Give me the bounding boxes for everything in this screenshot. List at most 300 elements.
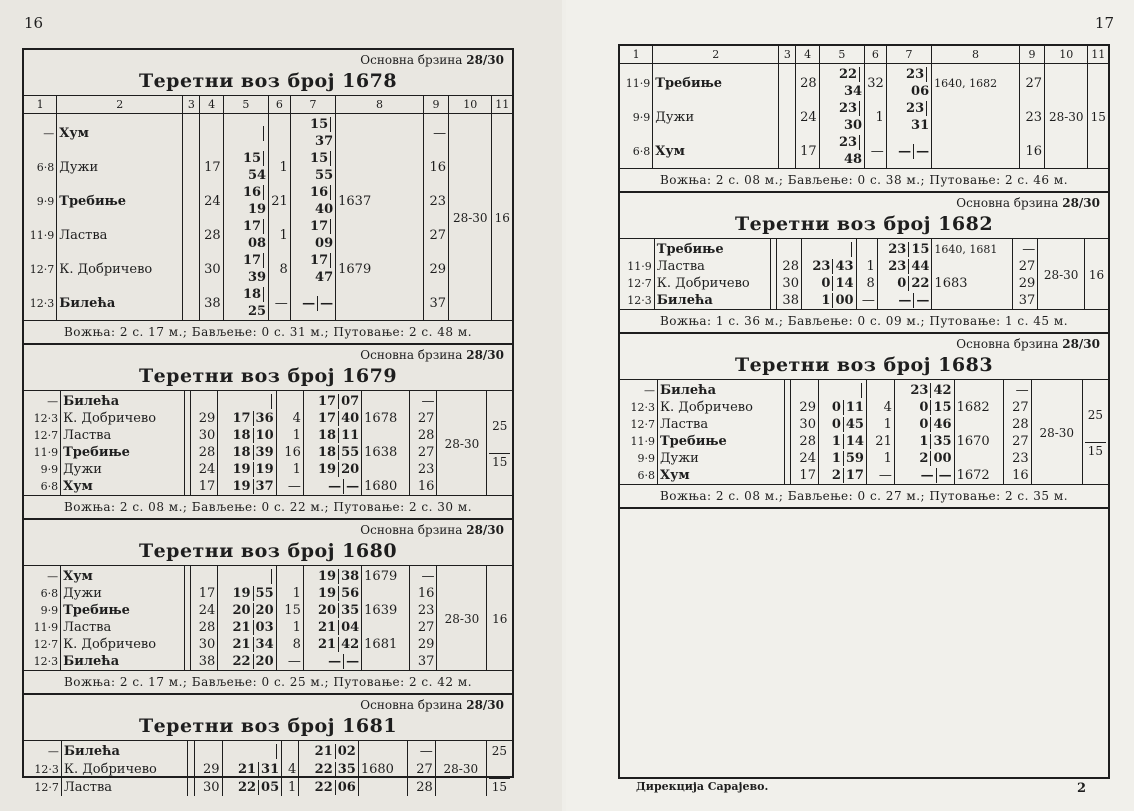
minutes-cell: 24 [191,461,218,478]
km-cell: 9·9 [36,194,55,208]
train-title: Теретни воз број 1679 [138,365,398,387]
departure-time [303,653,361,670]
time-sep [330,185,331,200]
time-sep [253,428,254,443]
minutes-cell: 30 [791,416,819,433]
departure-hour: 18 [317,428,337,443]
minutes-cell: 30 [776,275,801,292]
dwell-cell: 1 [276,585,303,602]
station-name: Дужи [653,100,779,134]
col3-cell [183,114,200,151]
travel-summary: Вожња: 2 с. 08 м.; Бављење: 0 с. 38 м.; Путовање: 2 с. 46 м. [620,168,1108,193]
time-sep [253,479,254,494]
crossing-trains [362,461,410,478]
departure-time [303,461,361,478]
time-sep [843,400,844,415]
station-name: Ластва [57,218,183,252]
arrival-minute: 14 [845,434,864,449]
crossing-trains: 1683 [932,275,1012,292]
departure-minute: 38 [341,569,360,584]
time-sep [335,780,336,795]
arrival-hour: 19 [232,462,251,477]
dwell-cell: — [866,467,894,484]
section-minutes: 37 [410,653,437,670]
departure-hour: 19 [317,569,337,584]
departure-time [886,134,931,168]
col3-cell [779,134,796,168]
column-header: 10 [449,96,492,114]
arrival-minute: 31 [261,762,280,778]
crossing-trains [336,286,424,320]
departure-time [303,427,361,444]
crossing-trains [336,150,424,184]
col3-cell [183,252,200,286]
time-sep [859,67,860,82]
section-minutes: 27 [1019,64,1044,101]
departure-hour: 21 [317,620,337,635]
arrival-time [818,450,866,467]
station-name: К. Добричево [61,761,187,779]
time-sep [338,603,339,618]
minutes-cell: 38 [776,292,801,309]
section-minutes: 27 [423,218,448,252]
minutes-cell: 38 [200,286,223,320]
minutes-cell: 29 [194,761,222,779]
arrival-hour: 0 [831,400,841,415]
minutes-cell: 29 [191,410,218,427]
time-sep [926,101,927,116]
load-value: 15 [1090,109,1106,124]
minutes-cell: 28 [791,433,819,450]
load-value: 15 [489,453,510,471]
table-row [620,275,1108,292]
departure-time [299,741,359,761]
minutes-cell: 28 [191,619,218,636]
departure-hour: 23 [906,67,925,82]
section-minutes: 23 [410,602,437,619]
arrival-hour: 1 [831,451,841,466]
crossing-trains: 1681 [362,636,410,653]
arrival-hour: 22 [838,67,858,82]
arrival-hour: 19 [232,479,251,494]
station-name: Ластва [61,427,185,444]
crossing-trains [336,218,424,252]
arrival-time [218,444,276,461]
departure-minute: 55 [341,445,360,460]
arrival-time [222,761,282,779]
train-title: Теретни воз број 1682 [734,213,994,235]
crossing-trains [358,778,407,796]
departure-hour: 20 [317,603,337,618]
crossing-trains [362,585,410,602]
dwell-cell: 4 [866,399,894,416]
km-cell [620,239,654,259]
station-name: К. Добричево [57,252,183,286]
minutes-cell: 17 [191,585,218,602]
train-title: Теретни воз број 1678 [138,70,398,92]
station-name: Ластва [61,778,187,796]
arrival-minute: 39 [255,445,274,460]
departure-time [303,566,361,586]
arrival-time [223,286,268,320]
time-sep [859,135,860,150]
dwell-cell: — [269,286,291,320]
speed-note [620,334,1108,353]
table-row [620,239,1108,259]
arrival-time [801,239,856,259]
departure-time [877,239,932,259]
arrival-hour: 21 [237,762,257,778]
time-sep [338,637,339,652]
departure-hour: 0 [919,400,929,415]
column-header: 3 [779,46,796,64]
dwell-cell: 16 [276,444,303,461]
minutes-cell: 30 [200,252,223,286]
time-sep [338,462,339,477]
arrival-hour: 18 [242,287,262,302]
timetable-frame [22,48,514,795]
load-values [1090,109,1106,126]
time-sep [335,762,336,777]
arrival-hour: 21 [232,637,251,652]
km-cell: 9·9 [40,463,59,476]
arrival-hour: 22 [237,779,257,795]
section-minutes: 23 [1003,450,1031,467]
arrival-time [223,114,268,151]
column-header-row [24,96,512,114]
dwell-cell: 21 [866,433,894,450]
minutes-cell [791,380,819,400]
speed-range: 28-30 [437,566,487,671]
station-name: Дужи [61,585,185,602]
arrival-time [218,478,276,495]
arrival-hour: 15 [242,151,262,166]
load-value: 16 [494,210,510,225]
time-sep [253,620,254,635]
departure-hour: 23 [910,383,929,398]
departure-time [303,619,361,636]
section-minutes: — [410,566,437,586]
time-sep [843,417,844,432]
station-name: Требиње [654,239,770,259]
minutes-cell: 30 [191,427,218,444]
arrival-time [223,218,268,252]
load-class [1082,380,1108,485]
time-sep [861,383,862,398]
train-title: Теретни воз број 1680 [138,540,398,562]
departure-time [877,292,932,309]
table-row [24,286,512,320]
departure-minute: 56 [341,586,360,601]
departure-minute: 42 [933,383,952,398]
km-cell: 12·7 [630,418,655,431]
dwell-cell [276,391,303,411]
speed-range: 28-30 [1031,380,1082,485]
minutes-cell: 24 [796,100,819,134]
left-page [0,0,562,811]
time-sep [851,242,852,257]
dwell-cell: 8 [856,275,877,292]
load-values [1085,407,1106,460]
time-sep [276,744,277,759]
speed-value: 28/30 [466,698,504,712]
departure-hour: — [302,295,316,311]
time-sep [263,151,264,166]
station-name: К. Добричево [61,410,185,427]
column-header: 7 [886,46,931,64]
time-sep [843,451,844,466]
column-header: 4 [200,96,223,114]
speed-note [24,695,512,714]
col3-cell [183,218,200,252]
arrival-time [818,467,866,484]
minutes-cell: 28 [191,444,218,461]
table-row [24,252,512,286]
departure-hour: 23 [888,242,907,257]
station-name: Билећа [61,391,185,411]
table-row [24,741,512,761]
column-header: 3 [183,96,200,114]
load-value: 16 [492,611,508,626]
dwell-cell [269,114,291,151]
km-cell: 9·9 [40,604,59,617]
time-sep [913,293,914,308]
speed-label: Основна брзина [360,698,463,712]
departure-time [299,778,359,796]
dwell-cell: 32 [865,64,887,101]
time-sep [338,428,339,443]
load-value: 15 [1085,442,1106,460]
section-minutes: 23 [410,461,437,478]
departure-time [303,636,361,653]
column-header: 5 [223,96,268,114]
arrival-time [218,602,276,619]
arrival-hour: 1 [831,434,841,449]
footer-sheet-number: 2 [1076,781,1086,796]
time-sep [338,445,339,460]
departure-minute: — [916,293,930,308]
time-sep [930,434,931,449]
crossing-trains: 1640, 1682 [932,64,1020,101]
arrival-minute: 30 [843,118,863,133]
arrival-minute: 19 [247,202,267,217]
arrival-minute: 00 [835,293,854,308]
load-class [486,741,512,797]
crossing-trains: 1670 [954,433,1003,450]
station-name: Хум [61,566,185,586]
travel-summary: Вожња: 2 с. 08 м.; Бављење: 0 с. 22 м.; Путовање: 2 с. 30 м. [24,495,512,520]
train-section [24,345,512,520]
table-row [620,292,1108,309]
section-minutes: 16 [410,478,437,495]
section-minutes: — [1012,239,1037,259]
section-minutes: 29 [1012,275,1037,292]
arrival-minute: 39 [247,270,267,285]
minutes-cell: 28 [776,258,801,275]
arrival-hour: 16 [242,185,262,200]
dwell-cell: — [276,478,303,495]
table-row [24,114,512,151]
arrival-minute: 54 [247,168,267,183]
section-minutes: — [410,391,437,411]
time-sep [930,383,931,398]
time-sep [338,394,339,409]
time-sep [271,394,272,409]
minutes-cell: 17 [200,150,223,184]
crossing-trains [358,741,407,761]
load-value: 25 [491,744,508,758]
departure-hour: 17 [317,411,337,426]
dwell-cell: — [856,292,877,309]
train-section [620,334,1108,509]
departure-minute: 22 [911,276,930,291]
dwell-cell: 1 [282,778,299,796]
arrival-minute: 14 [835,276,854,291]
departure-hour: 22 [314,762,333,778]
arrival-minute: 34 [255,637,274,652]
column-header: 8 [932,46,1020,64]
time-sep [832,276,833,291]
arrival-time [218,619,276,636]
timetable [24,390,512,495]
section-minutes: 27 [1003,433,1031,450]
column-header: 2 [653,46,779,64]
arrival-time [818,433,866,450]
departure-hour: 21 [317,637,337,652]
arrival-time [218,585,276,602]
load-value: 16 [1088,267,1105,282]
train-section [24,695,512,796]
km-cell: 11·9 [625,76,651,90]
crossing-trains [932,292,1012,309]
dwell-cell [866,380,894,400]
departure-minute: — [346,479,360,494]
crossing-trains: 1679 [362,566,410,586]
crossing-trains [932,258,1012,275]
time-sep [263,287,264,302]
table-row [24,566,512,586]
time-sep [843,434,844,449]
crossing-trains [932,134,1020,168]
departure-minute: 11 [341,428,360,443]
arrival-hour: 22 [232,654,251,669]
departure-minute: 20 [341,462,360,477]
km-cell: — [43,126,55,140]
km-cell: 6·8 [40,480,59,493]
arrival-time [218,391,276,411]
crossing-trains: 1639 [362,602,410,619]
departure-minute: 37 [315,134,334,149]
arrival-hour: 17 [242,219,262,234]
departure-time [290,184,335,218]
arrival-minute: 05 [261,779,280,795]
speed-value: 28/30 [1062,337,1100,351]
departure-hour: 22 [314,779,333,795]
departure-minute: 07 [341,394,360,409]
departure-hour: 17 [310,219,329,234]
departure-minute: 06 [337,779,356,795]
section-minutes: 27 [408,761,436,779]
time-sep [343,479,344,494]
section-minutes: 28 [1003,416,1031,433]
timetable [24,740,512,796]
km-cell: 11·9 [33,446,59,459]
arrival-minute: 20 [255,603,274,618]
km-cell: — [47,745,59,759]
minutes-cell [200,114,223,151]
load-values [489,418,510,471]
time-sep [338,411,339,426]
departure-minute: — [938,468,952,483]
minutes-cell: 17 [191,478,218,495]
km-cell: 12·7 [33,429,59,442]
departure-minute: 55 [315,168,334,183]
departure-minute: 42 [341,637,360,652]
time-sep [913,144,914,159]
page-number: 16 [24,14,44,32]
km-cell: 12·7 [34,780,59,794]
arrival-hour: 20 [232,603,251,618]
timetable [24,95,512,320]
column-header: 5 [819,46,864,64]
departure-time [299,761,359,779]
dwell-cell: — [865,134,887,168]
departure-time [303,410,361,427]
speed-label: Основна брзина [360,348,463,362]
time-sep [253,603,254,618]
load-values [494,210,510,227]
minutes-cell: 24 [200,184,223,218]
time-sep [908,242,909,257]
section-minutes: 16 [423,150,448,184]
departure-time [290,218,335,252]
departure-hour: 0 [919,417,929,432]
arrival-hour: 17 [232,411,251,426]
arrival-minute: 36 [255,411,274,426]
departure-hour: 19 [317,462,337,477]
time-sep [253,586,254,601]
departure-time [894,399,954,416]
km-cell: — [47,395,59,408]
station-name: К. Добричево [654,275,770,292]
arrival-time [801,292,856,309]
timetable [24,565,512,670]
arrival-hour: 0 [831,417,841,432]
time-sep [271,569,272,584]
station-name: Дужи [61,461,185,478]
time-sep [253,637,254,652]
station-name: Билећа [57,286,183,320]
load-values [489,743,510,796]
dwell-cell: 1 [866,416,894,433]
departure-hour: 23 [906,101,925,116]
time-sep [258,780,259,795]
column-header: 11 [1088,46,1108,64]
departure-time [894,467,954,484]
departure-time [290,252,335,286]
departure-hour: 2 [919,451,929,466]
column-header: 8 [336,96,424,114]
section-minutes: 29 [423,252,448,286]
load-value: 25 [492,418,508,433]
load-value: 25 [1087,407,1104,422]
column-header-row [620,46,1108,64]
minutes-cell: 17 [796,134,819,168]
time-sep [263,219,264,234]
km-cell: 11·9 [630,435,655,448]
section-minutes: 27 [410,410,437,427]
time-sep [908,259,909,274]
